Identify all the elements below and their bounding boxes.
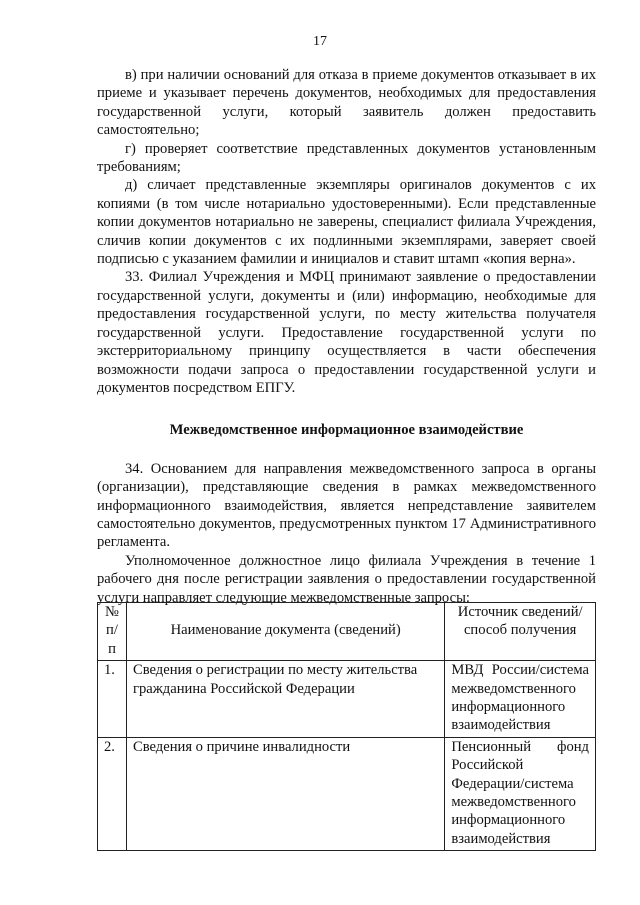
table-header-row [98, 603, 596, 661]
paragraph-34: 34. Основанием для направления межведомственного запроса в органы (организации), представляющие сведения в рамках межведомственного информационного взаимодействия, является непредставление заявителем самостоятельно документов, предусмотренных пунктом 17 Административного регламента. [97, 460, 596, 551]
row-num: 2. [98, 737, 127, 850]
page-number: 17 [313, 34, 327, 49]
paragraph-v: в) при наличии оснований для отказа в приеме документов отказывает в их приеме и указывает перечень документов, необходимых для предоставления государственной услуги, который заявитель должен предоставить самостоятельно; [97, 67, 596, 139]
row-num: 1. [98, 661, 127, 738]
table-row [98, 737, 596, 850]
row-source: МВД России/система межведомственного информационного взаимодействия [445, 661, 596, 738]
header-num: № п/п [98, 603, 127, 661]
table-row [98, 661, 596, 738]
row-source: Пенсионный фонд Российской Федерации/система межведомственного информационного взаимодействия [445, 737, 596, 850]
row-document-name: Сведения о причине инвалидности [126, 737, 444, 850]
interagency-requests-table [97, 602, 596, 851]
paragraph-33: 33. Филиал Учреждения и МФЦ принимают заявление о предоставлении государственной услуги, документы и (или) информацию, необходимые для предоставления государственной услуги, по месту жительства получателя государственной услуги. Предоставление государственной услуги по экстерриториальному принципу осуществляется в части обеспечения возможности подачи запроса о предоставлении государственной услуги и документов посредством ЕПГУ. [97, 269, 596, 396]
header-source: Источник сведений/способ получения [445, 603, 596, 661]
paragraph-d: д) сличает представленные экземпляры оригиналов документов с их копиями (в том числе нотариально удостоверенными). Если представленные копии документов нотариально не заверены, специалист филиала Учреждения, сличив копии документов с их подлинными экземплярами, заверяет своей подписью с указанием фамилии и инициалов и ставит штамп «копия верна». [97, 177, 596, 268]
document-body [97, 66, 596, 607]
paragraph-g: г) проверяет соответствие представленных документов установленным требованиям; [97, 140, 596, 176]
paragraph-authorized-person: Уполномоченное должностное лицо филиала Учреждения в течение 1 рабочего дня после регистрации заявления о предоставлении государственной услуги направляет следующие межведомственные запросы: [97, 552, 596, 606]
row-document-name: Сведения о регистрации по месту жительства гражданина Российской Федерации [126, 661, 444, 738]
section-heading: Межведомственное информационное взаимодействие [169, 422, 524, 439]
header-document-name: Наименование документа (сведений) [126, 603, 444, 661]
